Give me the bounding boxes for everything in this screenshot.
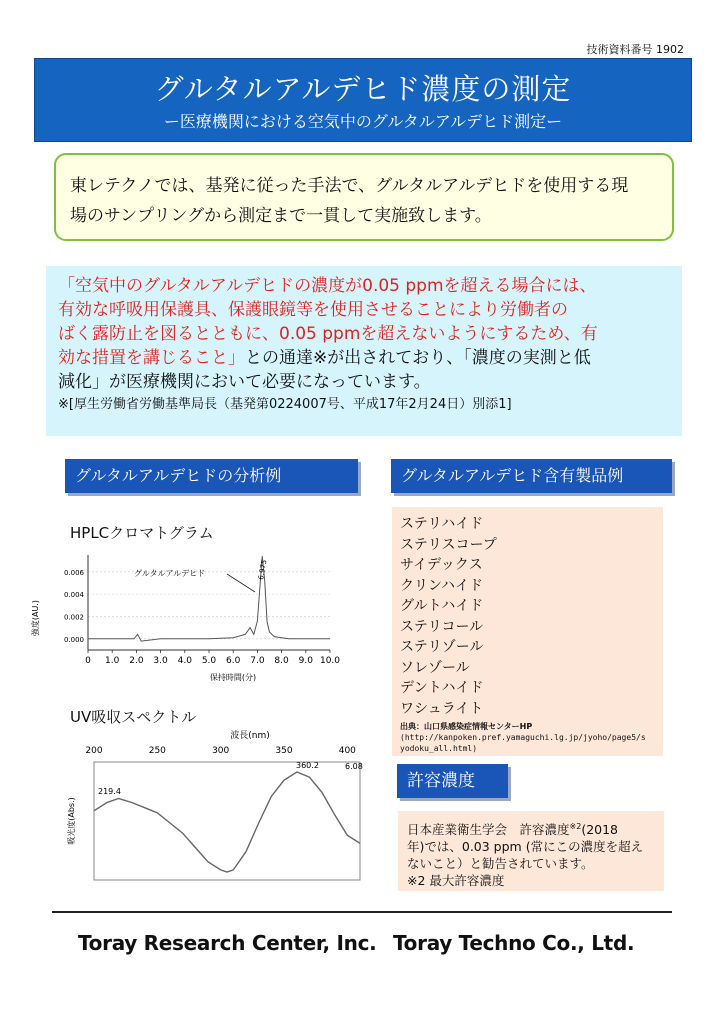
uv-label-peak: 360.2	[296, 761, 319, 770]
hplc-x-axis-label: 保持時間(分)	[209, 673, 257, 682]
footer-company-left: Toray Research Center, Inc.	[78, 931, 377, 955]
limit-line: 年)では、0.03 ppm (常にこの濃度を超え	[407, 839, 644, 855]
product-item: ワシュライト	[400, 700, 484, 717]
product-list	[400, 514, 655, 719]
hplc-gridlines	[88, 572, 330, 639]
notice-mixed-line	[58, 346, 670, 370]
hplc-annotation: グルタルアルデヒド	[134, 569, 206, 578]
document-number: 技術資料番号 1902	[586, 43, 684, 56]
footer-divider	[52, 911, 672, 913]
notice-source: ※[厚生労働省労働基準局長（基発第0224007号、平成17年2月24日）別添1]	[58, 397, 512, 412]
uv-chart-title: UV吸収スペクトル	[70, 708, 197, 726]
hplc-x-tick-label: 9.0	[298, 656, 313, 666]
hplc-x-tick-label: 7.0	[250, 656, 265, 666]
hplc-series-line	[88, 556, 330, 641]
uv-x-axis-label: 波長(nm)	[230, 731, 270, 741]
limit-line: ないこと）と勧告されています。	[407, 856, 594, 872]
product-item: サイデックス	[400, 557, 483, 573]
hplc-annotation-arrow	[227, 574, 255, 592]
hplc-y-tick-label: 0.000	[63, 635, 84, 644]
uv-x-tick-label: 350	[275, 746, 293, 756]
hplc-x-tick-label: 5.0	[201, 656, 217, 666]
notice-quote-line: 「空気中のグルタルアルデヒドの濃度が0.05 ppmを超える場合には、	[58, 276, 597, 296]
hplc-x-tick-label: 6.0	[226, 656, 241, 666]
limit-footnote-mark: ※2	[569, 822, 582, 831]
hplc-x-tick-label: 4.0	[177, 656, 192, 666]
notice-text-line: 減化」が医療機関において必要になっています。	[58, 372, 431, 392]
hplc-chart-title: HPLCクロマトグラム	[70, 524, 214, 542]
product-item: ソレゾール	[400, 659, 470, 676]
hplc-x-tick-label: 8.0	[274, 656, 289, 666]
limit-text: 日本産業衛生学会 許容濃度	[407, 822, 570, 838]
section-header-analysis: グルタルアルデヒドの分析例	[65, 459, 358, 493]
notice-quote-line: 有効な呼吸用保護具、保護眼鏡等を使用させることにより労働者の	[58, 300, 568, 320]
intro-line: 東レテクノでは、基発に従った手法で、グルタルアルデヒドを使用する現	[70, 176, 629, 196]
notice-text: との通達※が出されており、「濃度の実測と低	[245, 348, 591, 368]
limit-footnote: ※2 最大許容濃度	[407, 873, 505, 889]
limit-box	[398, 811, 664, 891]
intro-line: 場のサンプリングから測定まで一貫して実施致します。	[70, 206, 492, 226]
page-subtitle: ー医療機関における空気中のグルタルアルデヒド測定ー	[163, 112, 563, 131]
hplc-series	[88, 556, 330, 641]
intro-box	[54, 153, 674, 241]
section-header-products: グルタルアルデヒド含有製品例	[391, 459, 672, 493]
product-item: ステリスコープ	[400, 536, 497, 553]
product-item: グルトハイド	[400, 598, 484, 614]
hplc-x-tick-label: 1.0	[105, 656, 120, 666]
product-item: ステリコール	[400, 618, 484, 635]
products-source	[400, 721, 655, 754]
uv-x-tick-label: 400	[338, 746, 356, 756]
uv-y-axis-label: 吸光度(Abs.)	[67, 797, 76, 845]
product-item: デントハイド	[400, 680, 484, 696]
uv-x-tick-label: 200	[85, 746, 103, 756]
uv-label-right: 6.08	[345, 762, 363, 771]
hplc-peak-label: 6.975	[257, 559, 269, 581]
uv-label-left: 219.4	[98, 787, 121, 796]
notice-quote-end: 効な措置を講じること」	[58, 348, 245, 368]
uv-plot-frame	[94, 762, 360, 880]
hplc-x-tick-label: 10.0	[319, 656, 341, 666]
section-header-limit: 許容濃度	[397, 764, 508, 798]
products-source-url: yodoku_all.html)	[400, 744, 478, 753]
products-box	[392, 507, 663, 756]
limit-line	[407, 818, 655, 838]
uv-series-line	[94, 772, 360, 872]
hplc-y-axis-label: 強度(AU.)	[31, 599, 40, 637]
hplc-y-tick-label: 0.002	[63, 613, 84, 622]
title-banner	[34, 58, 692, 142]
hplc-tick-labels	[64, 569, 340, 666]
uv-chart	[60, 726, 370, 886]
hplc-chart	[30, 540, 360, 688]
product-item: ステリハイド	[400, 516, 484, 532]
uv-tick-labels	[85, 746, 356, 756]
uv-x-tick-label: 250	[148, 746, 166, 756]
hplc-x-tick-label: 3.0	[153, 656, 168, 666]
uv-x-tick-label: 300	[212, 746, 230, 756]
hplc-y-tick-label: 0.006	[63, 568, 84, 577]
footer-company-right: Toray Techno Co., Ltd.	[393, 931, 635, 955]
notice-quote-line: ばく露防止を図るとともに、0.05 ppmを超えないようにするため、有	[58, 324, 598, 344]
limit-text: (2018	[581, 822, 619, 838]
uv-series	[94, 772, 360, 872]
product-item: ステリゾール	[400, 639, 484, 655]
notice-box	[46, 266, 682, 436]
products-source-title: 出典：山口県感染症情報センターHP	[400, 722, 533, 731]
page-title: グルタルアルデヒド濃度の測定	[154, 72, 572, 106]
products-source-url: (http://kanpoken.pref.yamaguchi.lg.jp/jyoho/page5/s	[400, 733, 646, 742]
hplc-x-tick-label: 2.0	[129, 656, 144, 666]
hplc-x-tick-label: 0	[85, 656, 91, 666]
hplc-y-tick-label: 0.004	[63, 591, 84, 600]
product-item: クリンハイド	[400, 577, 484, 594]
